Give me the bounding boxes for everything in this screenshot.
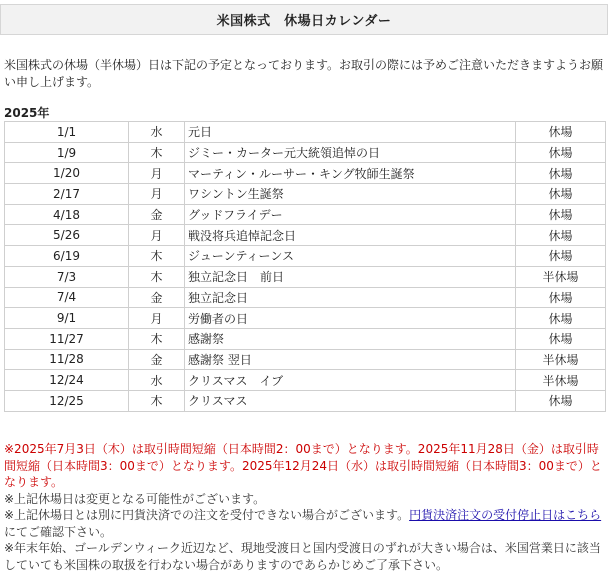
holiday-weekday: 木	[129, 246, 185, 267]
holiday-status: 半休場	[516, 266, 606, 287]
holiday-date: 12/25	[5, 390, 129, 411]
holiday-name: ジューンティーンス	[185, 246, 516, 267]
yen-suspension-link[interactable]: 円貨決済注文の受付停止日はこちら	[409, 508, 602, 522]
holiday-row	[5, 370, 606, 391]
holiday-weekday: 水	[129, 370, 185, 391]
holiday-status: 休場	[516, 390, 606, 411]
holiday-status: 休場	[516, 204, 606, 225]
holiday-weekday: 月	[129, 184, 185, 205]
holiday-date: 9/1	[5, 308, 129, 329]
holiday-row	[5, 204, 606, 225]
holiday-status: 休場	[516, 225, 606, 246]
holiday-weekday: 月	[129, 225, 185, 246]
change-note: ※上記休場日は変更となる可能性がございます。	[4, 491, 266, 506]
holiday-row	[5, 184, 606, 205]
holiday-date: 11/28	[5, 349, 129, 370]
holiday-row	[5, 328, 606, 349]
yen-note-text: ※上記休場日とは別に円貨決済での注文を受付できない場合がございます。	[4, 508, 410, 522]
holiday-name: 感謝祭	[185, 328, 516, 349]
holiday-row	[5, 122, 606, 143]
page-title: 米国株式 休場日カレンダー	[216, 14, 392, 29]
holiday-weekday: 金	[129, 287, 185, 308]
holiday-row	[5, 266, 606, 287]
holiday-date: 12/24	[5, 370, 129, 391]
year-label: 2025年	[4, 106, 50, 120]
holiday-date: 7/3	[5, 266, 129, 287]
holiday-date: 5/26	[5, 225, 129, 246]
holiday-status: 半休場	[516, 370, 606, 391]
holiday-date: 1/1	[5, 122, 129, 143]
holiday-status: 休場	[516, 142, 606, 163]
holiday-name: 感謝祭 翌日	[185, 349, 516, 370]
holiday-row	[5, 142, 606, 163]
holiday-date: 7/4	[5, 287, 129, 308]
holiday-weekday: 木	[129, 142, 185, 163]
holiday-weekday: 金	[129, 204, 185, 225]
trading-hours-note: ※2025年7月3日（木）は取引時間短縮（日本時間2：00まで）となります。2025年11月28日（金）は取引時間短縮（日本時間3：00まで）となります。2025年12月24日（水）は取引時間短縮（日本時間3：00まで）となります。	[4, 442, 602, 489]
holiday-table	[4, 121, 606, 412]
holiday-date: 4/18	[5, 204, 129, 225]
notes-section	[4, 441, 606, 573]
holiday-status: 休場	[516, 328, 606, 349]
holiday-date: 1/20	[5, 163, 129, 184]
holiday-status: 休場	[516, 308, 606, 329]
holiday-date: 1/9	[5, 142, 129, 163]
holiday-name: 戦没将兵追悼記念日	[185, 225, 516, 246]
holiday-status: 休場	[516, 122, 606, 143]
holiday-name: クリスマス	[185, 390, 516, 411]
holiday-status: 休場	[516, 163, 606, 184]
holiday-name: クリスマス イブ	[185, 370, 516, 391]
holiday-name: マーティン・ルーサー・キング牧師生誕祭	[185, 163, 516, 184]
holiday-weekday: 金	[129, 349, 185, 370]
year-end-note: ※年末年始、ゴールデンウィーク近辺など、現地受渡日と国内受渡日のずれが大きい場合は、米国営業日に該当していても米国株の取扱を行わない場合がありますのであらかじめご了承下さい。	[4, 541, 601, 572]
holiday-weekday: 月	[129, 308, 185, 329]
holiday-name: 労働者の日	[185, 308, 516, 329]
holiday-date: 2/17	[5, 184, 129, 205]
holiday-row	[5, 390, 606, 411]
holiday-name: グッドフライデー	[185, 204, 516, 225]
holiday-row	[5, 349, 606, 370]
holiday-table-body	[5, 122, 606, 412]
holiday-status: 半休場	[516, 349, 606, 370]
holiday-weekday: 木	[129, 390, 185, 411]
holiday-name: 元日	[185, 122, 516, 143]
holiday-name: ワシントン生誕祭	[185, 184, 516, 205]
holiday-status: 休場	[516, 184, 606, 205]
holiday-weekday: 月	[129, 163, 185, 184]
holiday-name: 独立記念日 前日	[185, 266, 516, 287]
holiday-row	[5, 225, 606, 246]
intro-text: 米国株式の休場（半休場）日は下記の予定となっております。お取引の際には予めご注意いただきますようお願い申し上げます。	[4, 58, 604, 89]
holiday-status: 休場	[516, 246, 606, 267]
yen-note-suffix: にてご確認下さい。	[4, 524, 113, 539]
holiday-name: ジミー・カーター元大統領追悼の日	[185, 142, 516, 163]
holiday-row	[5, 308, 606, 329]
holiday-row	[5, 163, 606, 184]
holiday-date: 6/19	[5, 246, 129, 267]
title-bar	[0, 4, 608, 35]
yen-settlement-note	[4, 507, 606, 540]
holiday-status: 休場	[516, 287, 606, 308]
holiday-date: 11/27	[5, 328, 129, 349]
holiday-weekday: 木	[129, 328, 185, 349]
holiday-weekday: 木	[129, 266, 185, 287]
holiday-name: 独立記念日	[185, 287, 516, 308]
holiday-row	[5, 246, 606, 267]
holiday-row	[5, 287, 606, 308]
holiday-weekday: 水	[129, 122, 185, 143]
